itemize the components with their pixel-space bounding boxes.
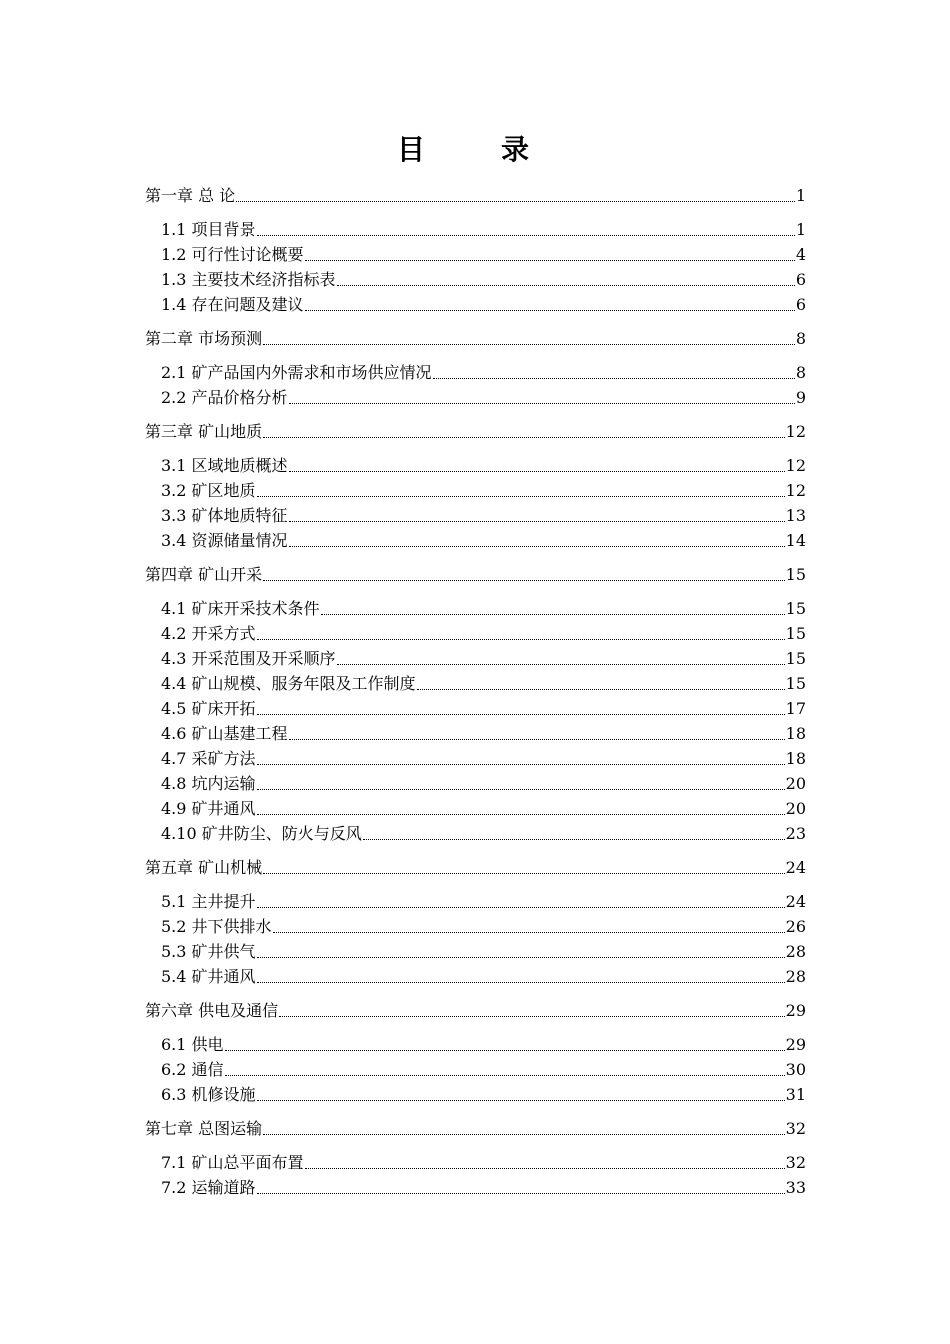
toc-page-number: 20 <box>785 799 806 818</box>
toc-page-number: 9 <box>795 388 806 407</box>
toc-entry-label: 4.4 矿山规模、服务年限及工作制度 <box>161 674 416 693</box>
toc-entry-label: 1.2 可行性讨论概要 <box>161 245 304 264</box>
toc-leader-dots <box>236 200 795 202</box>
toc-chapter-entry[interactable] <box>145 562 806 587</box>
toc-leader-dots <box>263 872 785 874</box>
toc-page-number: 28 <box>785 967 806 986</box>
toc-entry-label: 3.3 矿体地质特征 <box>161 506 288 525</box>
toc-page-number: 8 <box>795 363 806 382</box>
toc-section-entry[interactable] <box>145 696 806 721</box>
toc-leader-dots <box>257 763 785 765</box>
toc-entry-label: 6.3 机修设施 <box>161 1085 256 1104</box>
toc-page-number: 29 <box>785 1001 806 1020</box>
toc-chapter-entry[interactable] <box>145 326 806 351</box>
toc-entry-label: 5.1 主井提升 <box>161 892 256 911</box>
toc-entry-label: 5.3 矿井供气 <box>161 942 256 961</box>
toc-section-entry[interactable] <box>145 1082 806 1107</box>
toc-section-entry[interactable] <box>145 721 806 746</box>
toc-page-number: 14 <box>785 531 806 550</box>
toc-section-entry[interactable] <box>145 914 806 939</box>
toc-page-number: 1 <box>795 220 806 239</box>
toc-leader-dots <box>257 234 795 236</box>
toc-page-number: 13 <box>785 506 806 525</box>
toc-leader-dots <box>337 663 785 665</box>
toc-entry-label: 6.1 供电 <box>161 1035 224 1054</box>
toc-page-number: 15 <box>785 565 806 584</box>
toc-leader-dots <box>305 1167 785 1169</box>
toc-section-entry[interactable] <box>145 217 806 242</box>
toc-entry-label: 3.2 矿区地质 <box>161 481 256 500</box>
toc-leader-dots <box>289 402 795 404</box>
toc-section-entry[interactable] <box>145 596 806 621</box>
toc-section-entry[interactable] <box>145 646 806 671</box>
toc-entry-label: 4.10 矿井防尘、防火与反风 <box>161 824 362 843</box>
toc-chapter-entry[interactable] <box>145 419 806 444</box>
toc-entry-label: 4.7 采矿方法 <box>161 749 256 768</box>
toc-section-entry[interactable] <box>145 964 806 989</box>
toc-page-number: 6 <box>795 295 806 314</box>
toc-page-number: 4 <box>795 245 806 264</box>
toc-section-entry[interactable] <box>145 360 806 385</box>
toc-section-entry[interactable] <box>145 821 806 846</box>
toc-page-number: 1 <box>795 186 806 205</box>
toc-page-number: 31 <box>785 1085 806 1104</box>
toc-leader-dots <box>289 738 785 740</box>
toc-leader-dots <box>337 284 795 286</box>
toc-title: 目 录 <box>396 133 553 166</box>
toc-leader-dots <box>279 1015 785 1017</box>
toc-chapter-entry[interactable] <box>145 998 806 1023</box>
toc-entry-label: 4.1 矿床开采技术条件 <box>161 599 320 618</box>
toc-page-number: 15 <box>785 599 806 618</box>
toc-page-number: 24 <box>785 858 806 877</box>
toc-leader-dots <box>263 579 785 581</box>
toc-page-number: 6 <box>795 270 806 289</box>
toc-entry-label: 7.2 运输道路 <box>161 1178 256 1197</box>
toc-section-entry[interactable] <box>145 242 806 267</box>
toc-leader-dots <box>289 470 785 472</box>
toc-page-number: 30 <box>785 1060 806 1079</box>
toc-entry-label: 1.1 项目背景 <box>161 220 256 239</box>
toc-leader-dots <box>257 713 785 715</box>
toc-section-entry[interactable] <box>145 1150 806 1175</box>
toc-section-entry[interactable] <box>145 478 806 503</box>
toc-leader-dots <box>263 1133 785 1135</box>
toc-entry-label: 3.4 资源储量情况 <box>161 531 288 550</box>
toc-page-number: 15 <box>785 649 806 668</box>
toc-leader-dots <box>257 813 785 815</box>
toc-page-number: 32 <box>785 1153 806 1172</box>
toc-entry-label: 4.2 开采方式 <box>161 624 256 643</box>
toc-page-number: 18 <box>785 724 806 743</box>
toc-section-entry[interactable] <box>145 939 806 964</box>
toc-page-number: 33 <box>785 1178 806 1197</box>
toc-entry-label: 第二章 市场预测 <box>145 329 263 348</box>
toc-leader-dots <box>305 309 795 311</box>
toc-entry-label: 第六章 供电及通信 <box>145 1001 279 1020</box>
toc-section-entry[interactable] <box>145 771 806 796</box>
toc-section-entry[interactable] <box>145 453 806 478</box>
toc-chapter-entry[interactable] <box>145 183 806 208</box>
toc-section-entry[interactable] <box>145 292 806 317</box>
toc-leader-dots <box>257 1099 785 1101</box>
toc-entry-label: 6.2 通信 <box>161 1060 224 1079</box>
toc-page-number: 8 <box>795 329 806 348</box>
toc-page-number: 23 <box>785 824 806 843</box>
toc-page-number: 29 <box>785 1035 806 1054</box>
toc-leader-dots <box>225 1049 785 1051</box>
toc-page-number: 17 <box>785 699 806 718</box>
toc-entry-label: 4.8 坑内运输 <box>161 774 256 793</box>
toc-entry-label: 4.5 矿床开拓 <box>161 699 256 718</box>
toc-page-number: 15 <box>785 674 806 693</box>
toc-section-entry[interactable] <box>145 528 806 553</box>
toc-page-number: 32 <box>785 1119 806 1138</box>
toc-entry-label: 第五章 矿山机械 <box>145 858 263 877</box>
toc-entry-label: 5.4 矿井通风 <box>161 967 256 986</box>
toc-leader-dots <box>433 377 795 379</box>
toc-entry-label: 第七章 总图运输 <box>145 1119 263 1138</box>
toc-leader-dots <box>257 788 785 790</box>
toc-page-number: 18 <box>785 749 806 768</box>
toc-page-number: 28 <box>785 942 806 961</box>
toc-leader-dots <box>257 495 785 497</box>
table-of-contents <box>145 183 806 1200</box>
toc-entry-label: 4.9 矿井通风 <box>161 799 256 818</box>
toc-leader-dots <box>305 259 795 261</box>
toc-section-entry[interactable] <box>145 889 806 914</box>
toc-leader-dots <box>289 520 785 522</box>
toc-section-entry[interactable] <box>145 385 806 410</box>
toc-entry-label: 2.1 矿产品国内外需求和市场供应情况 <box>161 363 432 382</box>
toc-leader-dots <box>289 545 785 547</box>
toc-leader-dots <box>257 906 785 908</box>
toc-entry-label: 1.4 存在问题及建议 <box>161 295 304 314</box>
toc-entry-label: 4.6 矿山基建工程 <box>161 724 288 743</box>
toc-leader-dots <box>257 638 785 640</box>
toc-section-entry[interactable] <box>145 267 806 292</box>
toc-leader-dots <box>273 931 785 933</box>
toc-leader-dots <box>263 343 795 345</box>
toc-page-number: 12 <box>785 481 806 500</box>
toc-section-entry[interactable] <box>145 1057 806 1082</box>
toc-entry-label: 3.1 区域地质概述 <box>161 456 288 475</box>
toc-entry-label: 2.2 产品价格分析 <box>161 388 288 407</box>
toc-entry-label: 7.1 矿山总平面布置 <box>161 1153 304 1172</box>
toc-entry-label: 1.3 主要技术经济指标表 <box>161 270 336 289</box>
toc-entry-label: 第一章 总 论 <box>145 186 236 205</box>
toc-section-entry[interactable] <box>145 1032 806 1057</box>
toc-leader-dots <box>257 956 785 958</box>
toc-entry-label: 第四章 矿山开采 <box>145 565 263 584</box>
toc-section-entry[interactable] <box>145 503 806 528</box>
toc-section-entry[interactable] <box>145 1175 806 1200</box>
toc-section-entry[interactable] <box>145 796 806 821</box>
toc-entry-label: 第三章 矿山地质 <box>145 422 263 441</box>
toc-page-number: 24 <box>785 892 806 911</box>
toc-leader-dots <box>417 688 785 690</box>
toc-page-number: 26 <box>785 917 806 936</box>
toc-leader-dots <box>263 436 785 438</box>
toc-page-number: 12 <box>785 422 806 441</box>
toc-entry-label: 4.3 开采范围及开采顺序 <box>161 649 336 668</box>
toc-leader-dots <box>225 1074 785 1076</box>
toc-page-number: 12 <box>785 456 806 475</box>
toc-section-entry[interactable] <box>145 671 806 696</box>
toc-chapter-entry[interactable] <box>145 1116 806 1141</box>
toc-leader-dots <box>257 1192 785 1194</box>
toc-leader-dots <box>363 838 785 840</box>
toc-page-number: 15 <box>785 624 806 643</box>
toc-entry-label: 5.2 井下供排水 <box>161 917 272 936</box>
toc-section-entry[interactable] <box>145 746 806 771</box>
toc-leader-dots <box>321 613 785 615</box>
toc-page-number: 20 <box>785 774 806 793</box>
toc-leader-dots <box>257 981 785 983</box>
toc-chapter-entry[interactable] <box>145 855 806 880</box>
toc-section-entry[interactable] <box>145 621 806 646</box>
